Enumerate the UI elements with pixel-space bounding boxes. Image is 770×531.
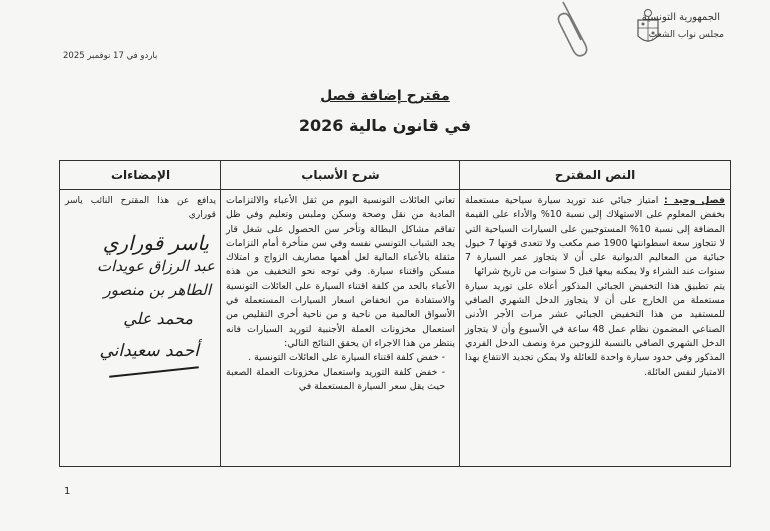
proposal-body: [460, 190, 730, 384]
handwritten-signatures: [62, 231, 219, 411]
proposal-table: [59, 160, 731, 467]
proposal-header: النص المقترح: [460, 161, 730, 190]
signature-4: محمد علي: [123, 309, 193, 328]
reasons-column: [220, 161, 460, 466]
proposal-column: [459, 161, 730, 466]
signature-2: عبد الرزاق عويدات: [97, 257, 215, 275]
signature-5: أحمد سعيداني: [99, 341, 199, 361]
reasons-header: شرح الأسباب: [221, 161, 460, 190]
paperclip-icon: [555, 0, 597, 60]
signatures-column: [60, 161, 221, 466]
proposal-paragraph-2: يتم تطبيق هذا التخفيض الجبائي المذكور أعلاه على توريد سيارة مستعملة من الخارج على أن لا يتجاوز الدخل الشهري الصافي للمستفيد من هذا التخفيض الجبائي عشر مرات الأجر الأدنى الصناعي المضمون نظام عمل 48 ساعة في الأسبوع وأن لا يتجاوز الدخل الشهري الصافي بالنسبة للزوجين مرة ونصف الدخل الفردي المذكور وفي حدود سيارة واحدة للعائلة ولا يمكن تجديد الانتفاع بهذا الامتياز لنفس العائلة.: [465, 280, 725, 378]
reasons-bullet-2: خفض كلفة التوريد واستعمال مخزونات العملة الصعبة حيث يقل سعر السيارة المستعملة في: [226, 366, 445, 392]
article-label: فصل وحيد :: [663, 195, 725, 206]
reasons-paragraph: تعاني العائلات التونسية اليوم من ثقل الأعباء والالتزامات المادية من نقل وصحة وسكن وملبس وتعليم وفي ظل تفاقم مشاكل البطالة وتأخر سن الحصول على شغل قار يجد الشباب التونسي نفسه وفي سن متأخرة أمام التزامات مثقلة بالأعباء المالية لعل أهمها مصاريف الزواج و امتلاك مسكن واقتناء سيارة. وفي توجه نحو التخفيف من هذه الأعباء بالحد من كلفة اقتناء السيارة على العائلات التونسية والاستفادة من انخفاض اسعار السيارات المستعملة في الأسواق العالمية من ناحية و من ناحية أخرى التقليص من استعمال مخزونات العملة الأجنبية لتوريد السيارات فانه ينتظر من هذا الاجراء ان يحقق النتائج التالي:: [226, 195, 455, 349]
proposal-title: مقترح إضافة فصل: [320, 88, 450, 104]
proposal-paragraph-1: امتياز جبائي عند توريد سيارة سياحية مستعملة بخفض المعلوم على الاستهلاك إلى نسبة 10% والأداء على القيمة المضافة إلى نسبة 10% المستوجبين على السيارات السياحية التي لا تتجاوز سعة اسطوانتها 1900 صم مكعب ولا تتعدى قوتها 7 خيول جبائية من المعاليم الديوانية على أن لا يتجاوز عمر السيارة 7 سنوات عند الشراء ولا يمكنه بيعها قبل 5 سنوات من تاريخ شرائها: [465, 195, 725, 278]
signatures-header: الإمضاءات: [60, 161, 221, 190]
reasons-bullet-1: خفض كلفة اقتناء السيارة على العائلات التونسية .: [248, 352, 439, 364]
document-date: باردو في 17 نوفمبر 2025: [63, 51, 158, 61]
signatures-intro: يدافع عن هذا المقترح النائب ياسر قوراري: [65, 196, 216, 221]
reasons-body: تعاني العائلات التونسية اليوم من ثقل الأعباء والالتزامات المادية من نقل وصحة وسكن وملبس وتعليم وفي ظل تفاقم مشاكل البطالة وتأخر سن الحصول على شغل قار يجد الشباب التونسي نفسه وفي سن متأخرة أمام التزامات مثقلة بالأعباء المالية لعل أهمها مصاريف الزواج و امتلاك مسكن واقتناء سيارة. وفي توجه نحو التخفيف من هذه الأعباء بالحد من كلفة اقتناء السيارة على العائلات التونسية والاستفادة من انخفاض اسعار السيارات المستعملة في الأسواق العالمية من ناحية و من ناحية أخرى التقليص من استعمال مخزونات العملة الأجنبية لتوريد السيارات فانه ينتظر من هذا الاجراء ان يحقق النتائج التالي: - خفض كلفة اقتناء السيارة على العائلات التونسية . - خفض كلفة التوريد واستعمال مخزونات العملة الصعبة حيث يقل سعر السيارة المستعملة في: [226, 195, 455, 392]
signature-1: ياسر قوراري: [102, 231, 209, 255]
signature-3: الطاهر بن منصور: [103, 281, 211, 299]
assembly-heading: مجلس نواب الشعب: [648, 30, 724, 40]
finance-law-title: في قانون مالية 2026: [298, 116, 472, 135]
republic-heading: الجمهورية التونسية: [641, 12, 720, 23]
signature-stroke: [109, 366, 199, 377]
page-number: 1: [64, 486, 71, 497]
